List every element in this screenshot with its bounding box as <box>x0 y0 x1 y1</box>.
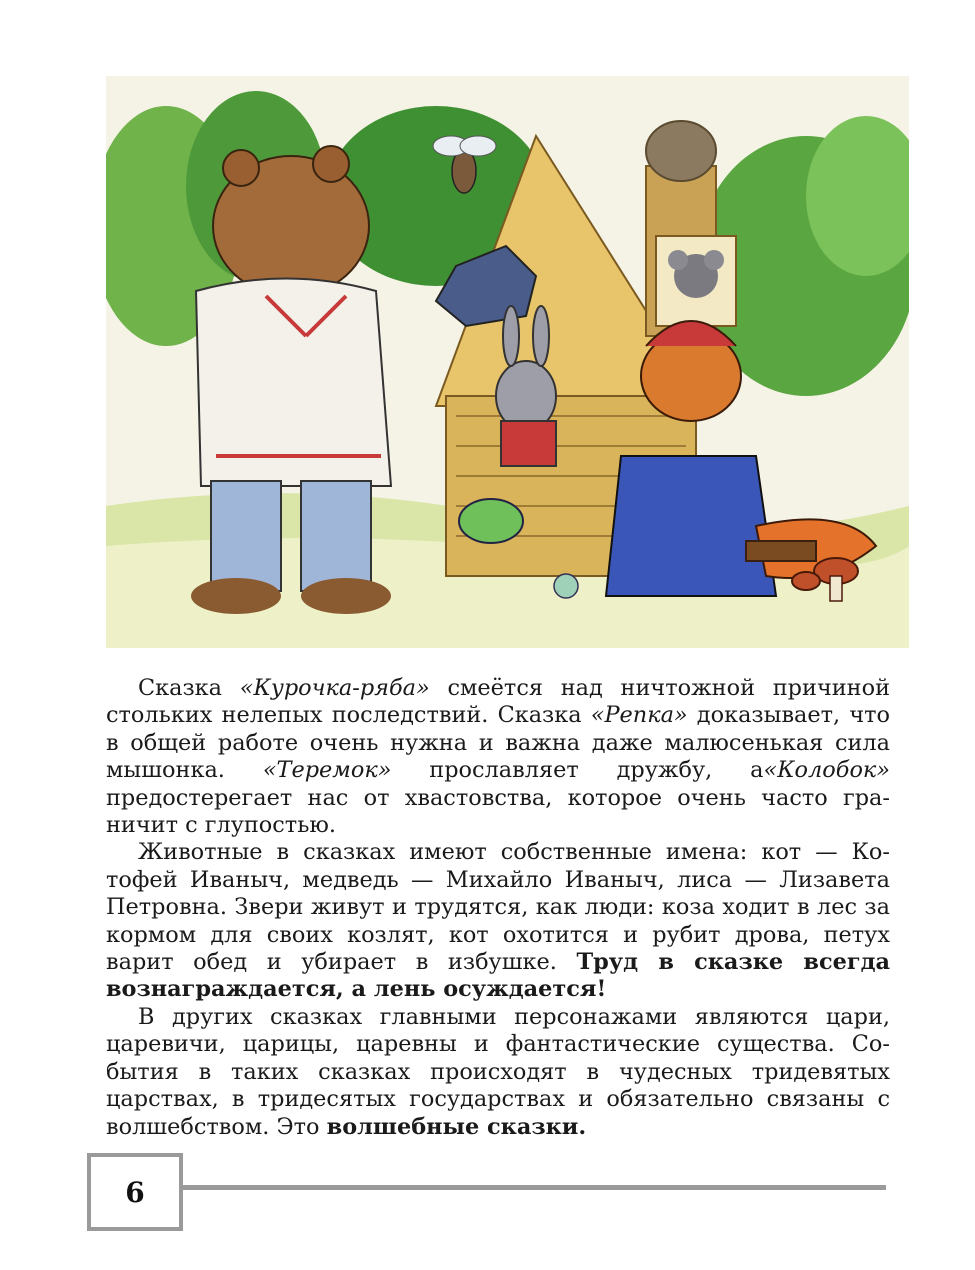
tale-title-teremok: «Теремок» <box>262 757 392 784</box>
text-run: доказывает, что в общей работе очень нужна и важна даже малюсенькая сила мышонка. <box>106 702 890 784</box>
text-run: прославляет дружбу, а <box>391 757 764 784</box>
text-run: смеётся над ничтожной причиной стольких нелепых последствий. Сказка <box>106 675 890 729</box>
footer-rule <box>179 1185 886 1190</box>
text-run: предостерегает нас от хвастовства, которое очень часто граничит с глупостью. <box>106 784 890 839</box>
illustration-svg <box>106 76 909 648</box>
text-run: Животные в сказках имеют собственные имена: кот — Котофей Иваныч, медведь — Михайло Иваныч, лиса — Лизавета Петровна. Звери живут и трудятся, как люди: коза ходит в лес за кормом для своих козлят, кот охотится и рубит дрова, петух варит обед и убирает в избушке. <box>106 839 890 976</box>
body-text <box>106 675 890 1141</box>
page-number-box <box>87 1153 183 1231</box>
paragraph-2 <box>106 839 890 1003</box>
tale-title-kolobok: «Колобок» <box>763 757 890 784</box>
emphasis-magic-tales: волшебные сказки. <box>326 1113 587 1140</box>
tale-title-kurochka: «Курочка-ряба» <box>239 675 430 701</box>
paragraph-1 <box>106 675 890 839</box>
text-run: В других сказках главными персонажами являются цари, царевичи, царицы, царевны и фантастические существа. События в таких сказках происходят в чудесных тридевятых царствах, в тридесятых государствах и обязательно связаны с волшебством. Это <box>106 1003 890 1140</box>
fairy-tale-illustration <box>106 76 909 648</box>
emphasis-labor: Труд в сказке всегда вознаграждается, а лень осуждается! <box>106 949 890 1003</box>
page-number: 6 <box>125 1175 145 1209</box>
tale-title-repka: «Репка» <box>590 702 688 729</box>
paragraph-3 <box>106 1004 890 1141</box>
text-run: Сказка <box>138 675 240 701</box>
